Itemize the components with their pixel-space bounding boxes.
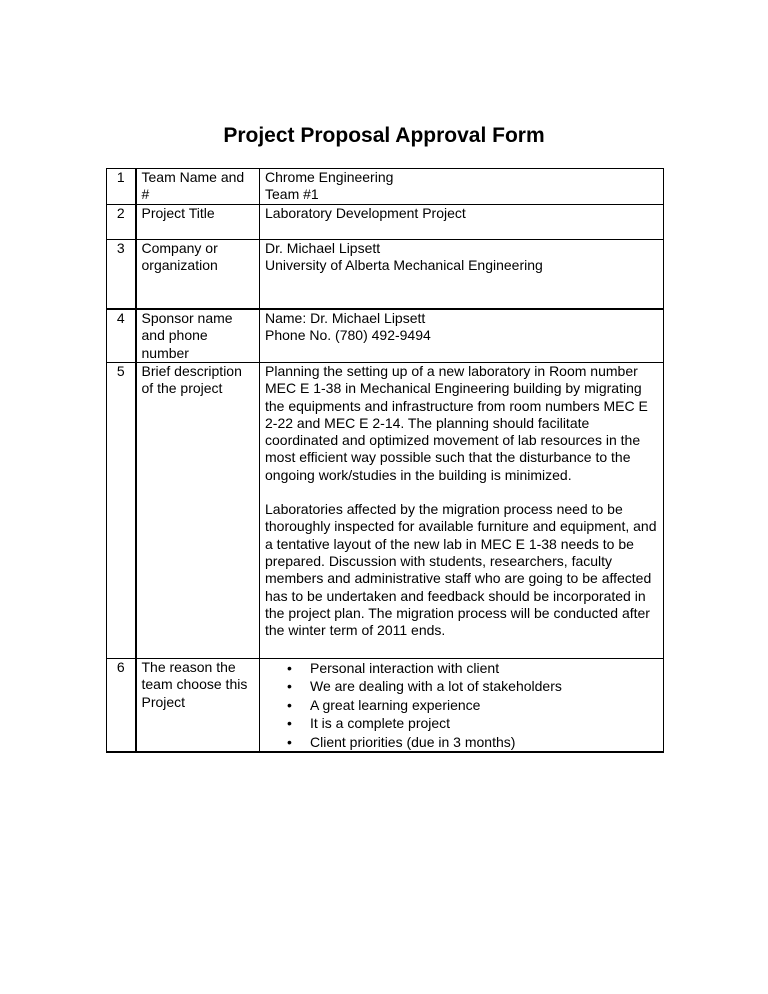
form-title: Project Proposal Approval Form [223,124,545,147]
row-sponsor [107,309,664,362]
row-number: 1 [107,169,136,205]
company-contact: Dr. Michael Lipsett [265,239,381,256]
bullet-icon: • [287,696,292,713]
row-label: The reason the team choose this Project [136,658,260,752]
row-value [260,362,664,658]
row-value [260,169,664,205]
list-item: • A great learning experience [287,696,481,713]
description-paragraph: Laboratories affected by the migration process need to be thoroughly inspected for available furniture and equipment, and a tentative layout of the new lab in MEC E 1-38 needs to be prepared. Discussion with students, researchers, faculty members and administrative staff who are going to be affected has to be undertaken and feedback should be incorporated in the project plan. The migration process will be conducted after the winter term of 2011 ends. [265,501,657,639]
row-description [107,362,664,658]
row-value [260,239,664,309]
list-item: • We are dealing with a lot of stakeholders [287,678,562,695]
list-item: • It is a complete project [287,715,451,732]
description-paragraph: Planning the setting up of a new laboratory in Room number MEC E 1-38 in Mechanical Engineering building by migrating the equipments and infrastructure from room numbers MEC E 2-22 and MEC E 2-14. The planning should facilitate coordinated and optimized movement of lab resources in the most efficient way possible such that the disturbance to the ongoing work/studies in the building is minimized. [265,362,648,483]
row-reason [107,658,664,752]
row-label: Project Title [136,204,260,239]
row-team-name [107,169,664,205]
sponsor-phone: Phone No. (780) 492-9494 [265,327,431,344]
row-label: Company or organization [136,239,260,309]
row-value [260,658,664,752]
row-number: 3 [107,239,136,309]
company-name: University of Alberta Mechanical Engineering [265,256,543,273]
bullet-icon: • [287,678,292,695]
sponsor-name: Name: Dr. Michael Lipsett [265,310,426,327]
bullet-icon: • [287,659,292,676]
list-item: • Personal interaction with client [287,659,500,676]
project-title: Laboratory Development Project [265,204,466,221]
row-label: Sponsor name and phone number [136,309,260,362]
bullet-icon: • [287,733,292,750]
row-value [260,309,664,362]
list-item: • Client priorities (due in 3 months) [287,733,516,750]
row-number: 2 [107,204,136,239]
row-label: Brief description of the project [136,362,260,658]
row-number: 6 [107,658,136,752]
row-value [260,204,664,239]
row-project-title [107,204,664,239]
row-company [107,239,664,309]
team-number: Team #1 [265,186,319,203]
row-number: 4 [107,309,136,362]
approval-form-table [106,168,664,753]
bullet-icon: • [287,715,292,732]
reasons-list [265,659,658,751]
row-label: Team Name and # [136,169,260,205]
row-number: 5 [107,362,136,658]
team-name: Chrome Engineering [265,169,394,185]
